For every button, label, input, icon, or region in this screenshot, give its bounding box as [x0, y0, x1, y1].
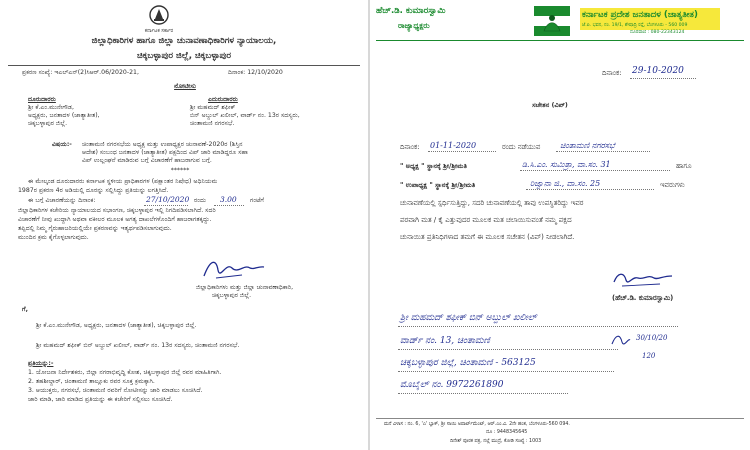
respondent-line: ಚಿಂತಾಮಣಿ ನಗರಸಭೆ. — [190, 120, 235, 127]
whip-line-4: ಚುನಾವಣೆಯಲ್ಲಿ ಸ್ಪರ್ಧಿಸುತ್ತಿದ್ದು, ಸದರಿ ಚುನಾವಣೆಯಲ್ಲಿ ತಾವು ಉಪಸ್ಥಿತರಿದ್ದು ಇವರ — [400, 199, 584, 207]
leader-sign-name: (ಹೆಚ್.ಡಿ. ಕುಮಾರಸ್ವಾಮಿ) — [612, 294, 674, 302]
letter-date-label: ದಿನಾಂಕ: — [602, 69, 622, 77]
petitioner-heading: ದೂರುದಾರರು — [28, 96, 56, 103]
footer-note: ದಿನೇಶ್ ಪೂರಕ ಪತ್ರ, ನಲ್ಲೆ ಮುದ್ರೆ, ಕೋಡಿ ಸಂಖ್ಯೆ : 1003 — [450, 439, 542, 444]
signatory-title: ಜಿಲ್ಲಾಧಿಕಾರಿಗಳು ಮತ್ತು ಜಿಲ್ಲಾ ಚುನಾವಣಾಧಿಕಾರಿ, — [196, 284, 294, 291]
notice-date: ದಿನಾಂಕ: 12/10/2020 — [228, 69, 283, 76]
emblem-caption: ಕರ್ನಾಟಕ ಸರ್ಕಾರ — [144, 28, 174, 34]
initials-icon — [610, 332, 632, 350]
handwritten-addressee-4: ಮೊಬೈಲ್ ನಂ. 9972261890 — [400, 380, 504, 390]
body-line: ಮುಂದಿನ ಕ್ರಮ ಕೈಗೊಳ್ಳಲಾಗುವುದು. — [18, 234, 89, 241]
respondent-heading: ಎದುರುದಾರರು — [208, 96, 238, 103]
leader-signature-icon — [610, 268, 680, 290]
petitioner-line: ಅಧ್ಯಕ್ಷರು, ಜನತಾದಳ (ಜಾತ್ಯಾತೀತ), — [28, 112, 100, 119]
copy-line: 3. ಆಯುಕ್ತರು, ನಗರಸಭೆ, ಚಿಂತಾಮಣಿ ರವರಿಗೆ ನೋಟೀಸನ್ನು ಜಾರಿ ಮಾಡಲು ಸೂಚಿಸಿದೆ. — [28, 387, 203, 394]
president-label: " ಅಧ್ಯಕ್ಷ " ಸ್ಥಾನಕ್ಕೆ ಶ್ರೀ/ಶ್ರೀಮತಿ — [400, 162, 467, 170]
hearing-time: 3.00 — [220, 195, 237, 204]
subject-line: ಆದೇಶ) ಸಂಬಂಧ ಜನತಾದಳ (ಜಾತ್ಯಾತೀತ) ಪಕ್ಷದಿಂದ ವಿಪ್ ಜಾರಿ ಮಾಡಿದ್ದರೂ ಸಹಾ — [82, 149, 248, 156]
whip-line-5: ಪರವಾಗಿ ಮತ / ಕೈ ಎತ್ತುವುದರ ಮೂಲಕ ಮತ ಚಲಾಯಿಸುವಂತೆ ನಮ್ಮ ಪಕ್ಷದ — [400, 216, 572, 224]
whip-line-6: ಚುನಾಯಿತ ಪ್ರತಿನಿಧಿಗಳಾದ ತಮಗೆ ಈ ಮೂಲಕ ಸಚೇತನ (ವಿಪ್) ನೀಡಲಾಗಿದೆ. — [400, 233, 575, 241]
separator-stars: ****** — [170, 167, 190, 174]
to-label: ಗೆ, — [22, 306, 28, 313]
leader-name: ಹೆಚ್.ಡಿ. ಕುಮಾರಸ್ವಾಮಿ — [376, 6, 446, 16]
whip-line-3-end: ಇವರುಗಳು — [660, 181, 685, 189]
subject-label: ವಿಷಯ:- — [52, 141, 72, 148]
copy-label: ಪ್ರತಿಯನ್ನು:- — [28, 360, 54, 367]
signatory-place: ಚಿಕ್ಕಬಳ್ಳಾಪುರ ಜಿಲ್ಲೆ. — [212, 292, 252, 299]
state-emblem-icon — [148, 4, 170, 26]
office-title: ಜಿಲ್ಲಾಧಿಕಾರಿಗಳ ಹಾಗೂ ಜಿಲ್ಲಾ ಚುನಾವಣಾಧಿಕಾರಿಗಳ ನ್ಯಾಯಾಲಯ, — [91, 36, 277, 46]
respondent-line: ಶ್ರೀ ಮಹಮದ್ ಶಫೀಕ್ — [190, 104, 236, 111]
municipality-name: ಚಿಂತಾಮಣಿ ನಗರಸಭೆ — [560, 141, 615, 150]
copy-line: 1. ಯೋಜನಾ ನಿರ್ದೇಶಕರು, ಜಿಲ್ಲಾ ನಗರಾಭಿವೃದ್ಧಿ ಕೋಶ, ಚಿಕ್ಕಬಳ್ಳಾಪುರ ಜಿಲ್ಲೆ ರವರ ಮಾಹಿತಿಗಾಗಿ. — [28, 369, 222, 376]
body-line: 1987ರ ಪ್ರಕರಣ 4ರ ಅಡಿಯಲ್ಲಿ ದೂರನ್ನು ಸಲ್ಲಿಸಿದ್ದು ಪ್ರತಿಯನ್ನು ಲಗತ್ತಿಸಿದೆ. — [18, 187, 169, 194]
copy-line: 2. ತಹಶೀಲ್ದಾರ್, ಚಿಂತಾಮಣಿ ತಾಲ್ಲೂಕು ರವರ ಸೂಕ್ತ ಕ್ರಮಕ್ಕಾಗಿ. — [28, 378, 155, 385]
office-place: ಚಿಕ್ಕಬಳ್ಳಾಪುರ ಜಿಲ್ಲೆ, ಚಿಕ್ಕಬಳ್ಳಾಪುರ — [136, 51, 232, 61]
hearing-text: ಈ ಬಗ್ಗೆ ವಿಚಾರಣೆಯನ್ನು ದಿನಾಂಕ: — [28, 197, 96, 204]
file-number: ಪ್ರಕರಣ ಸಂಖ್ಯೆ: ಇಎಲ್ಎನ್(2)ಸಿಆರ್.06/2020-21, — [22, 69, 139, 76]
whip-line-1-mid: ರಂದು ನಡೆಯುವ — [502, 143, 541, 151]
notice-title: ನೋಟೀಸು — [174, 82, 196, 90]
president-candidate: ಡಿ.ಸಿ.ಎಂ. ಸುಮಿತ್ರಾ, ವಾ.ಸಂ. 31 — [522, 160, 611, 169]
petitioner-line: ಶ್ರೀ ಕೆ.ಎಂ.ಮುನೇಗೌಡ, — [28, 104, 74, 111]
body-line: ಈ ಮೇಲ್ಕಂಡ ದೂರುದಾರರು ಕರ್ನಾಟಕ ಸ್ಥಳೀಯ ಪ್ರಾಧಿಕಾರಗಳ (ಪಕ್ಷಾಂತರ ನಿಷೇಧ) ಅಧಿನಿಯಮ — [28, 178, 218, 185]
party-whip-letter — [370, 0, 750, 450]
petitioner-line: ಚಿಕ್ಕಬಳ್ಳಾಪುರ ಜಿಲ್ಲೆ. — [28, 120, 68, 127]
handwritten-addressee-3: ಚಿಕ್ಕಬಳ್ಳಾಪುರ ಜಿಲ್ಲೆ, ಚಿಂತಾಮಣಿ - 563125 — [400, 358, 536, 368]
addressee-1: ಶ್ರೀ ಕೆ.ಎಂ.ಮುನೇಗೌಡ, ಅಧ್ಯಕ್ಷರು, ಜನತಾದಳ (ಜಾತ್ಯಾತೀತ), ಚಿಕ್ಕಬಳ್ಳಾಪುರ ಜಿಲ್ಲೆ. — [36, 322, 197, 329]
party-emblem-icon — [534, 6, 570, 36]
dc-notice-document — [0, 0, 368, 450]
party-name: ಕರ್ನಾಟಕ ಪ್ರದೇಶ ಜನತಾದಳ (ಜಾತ್ಯತೀತ) — [582, 10, 698, 20]
hearing-date: 27/10/2020 — [146, 195, 190, 204]
handwritten-addressee-1: ಶ್ರೀ ಮಹಮದ್ ಶಫೀಕ್ ಬಿನ್ ಅಬ್ದುಲ್ ಖಲೀಲ್ — [400, 313, 537, 323]
handwritten-addressee-2: ವಾರ್ಡ್ ನಂ. 13, ಚಿಂತಾಮಣಿ — [400, 336, 490, 346]
party-address: ಜೆ.ಪಿ. ಭವನ, ನಂ. 19/1, ಶೇಷಾದ್ರಿ ರಸ್ತೆ, ಬೆಂಗಳೂರು - 560 009 — [582, 23, 688, 28]
hearing-after: ಗಂಟೆಗೆ — [250, 197, 264, 204]
letter-date: 29-10-2020 — [632, 66, 684, 76]
copy-line: ಜಾರಿ ಮಾಡಿ, ಜಾರಿ ಮಾಡಿದ ಪ್ರತಿಯನ್ನು ಈ ಕಚೇರಿಗೆ ಸಲ್ಲಿಸಲು ಸೂಚಿಸಿದೆ. — [28, 396, 173, 403]
subject-line: ಚಿಂತಾಮಣಿ ನಗರಸಭೆಯ ಅಧ್ಯಕ್ಷ ಮತ್ತು ಉಪಾಧ್ಯಕ್ಷರ ಚುನಾವಣೆ-2020ರ (ಶಿಸ್ತಿನ — [82, 141, 243, 148]
respondent-line: ಬಿನ್ ಅಬ್ದುಲ್ ಖಲೀಲ್, ವಾರ್ಡ್ ನಂ. 13ರ ಸದಸ್ಯರು, — [190, 112, 300, 119]
body-line: ತಪ್ಪಿದಲ್ಲಿ ನಿಮ್ಮ ಗೈರುಹಾಜರಿಯಲ್ಲಿಯೇ ಪ್ರಕರಣವನ್ನು ಇತ್ಯರ್ಥಪಡಿಸಲಾಗುವುದು. — [18, 225, 172, 232]
received-number: 120 — [642, 352, 656, 360]
body-line: ವಿಚಾರಣೆಗೆ ನೀವು ಖುದ್ದಾಗಿ ಅಥವಾ ವಕೀಲರ ಮೂಲಕ ಅಗತ್ಯ ದಾಖಲೆಗಳೊಂದಿಗೆ ಹಾಜರಾಗತಕ್ಕದ್ದು. — [18, 216, 212, 223]
leader-role: ರಾಜ್ಯಾಧ್ಯಕ್ಷರು — [398, 21, 430, 30]
whip-line-2-end: ಹಾಗೂ — [676, 162, 692, 170]
body-line: ಜಿಲ್ಲಾಧಿಕಾರಿಗಳ ಕಚೇರಿಯ ನ್ಯಾಯಾಲಯದ ಸಭಾಂಗಣ, ಚಿಕ್ಕಬಳ್ಳಾಪುರ ಇಲ್ಲಿ ನಿಗದಿಪಡಿಸಲಾಗಿದೆ. ಸದರಿ — [18, 207, 216, 214]
vice-president-label: " ಉಪಾಧ್ಯಕ್ಷ " ಸ್ಥಾನಕ್ಕೆ ಶ್ರೀ/ಶ್ರೀಮತಿ — [400, 181, 476, 189]
received-date: 30/10/20 — [636, 334, 668, 342]
vice-president-candidate: ರಿಜ್ವಾನಾ ಜಿ., ವಾ.ಸಂ. 25 — [530, 179, 601, 188]
election-date: 01-11-2020 — [430, 141, 477, 150]
subject-line: ವಿಪ್ ಉಲ್ಲಂಘನೆ ಮಾಡಿರುವ ಬಗ್ಗೆ ವಿಚಾರಣೆಗೆ ಹಾಜರಾಗುವ ಬಗ್ಗೆ. — [82, 157, 212, 164]
addressee-2: ಶ್ರೀ ಮಹಮದ್ ಶಫೀಕ್ ಬಿನ್ ಅಬ್ದುಲ್ ಖಲೀಲ್, ವಾರ್ಡ್ ನಂ. 13ರ ಸದಸ್ಯರು, ಚಿಂತಾಮಣಿ ನಗರಸಭೆ. — [36, 342, 240, 349]
footer-phone: ದೂ : 9448345645 — [486, 430, 528, 435]
whip-line-1: ದಿನಾಂಕ: — [400, 143, 420, 151]
party-phone: ದೂರವಾಣಿ : 080-22343124 — [630, 30, 685, 35]
dc-signature-icon — [198, 256, 268, 282]
whip-title: ಸಚೇತನ (ವಿಪ್) — [532, 101, 568, 109]
hearing-time-label: ರಂದು — [194, 197, 206, 204]
footer-address: ಮನೆ ವಿಳಾಸ : ನಂ. 6, 'ಎ' ಬ್ಲಾಕ್, ಶ್ರೀ ಸಾಯಿ ಅಪಾರ್ಟ್‌ಮೆಂಟ್, ಆರ್.ಎಂ.ವಿ. 2ನೇ ಹಂತ, ಬೆಂಗಳೂರು-560 094. — [384, 422, 570, 427]
